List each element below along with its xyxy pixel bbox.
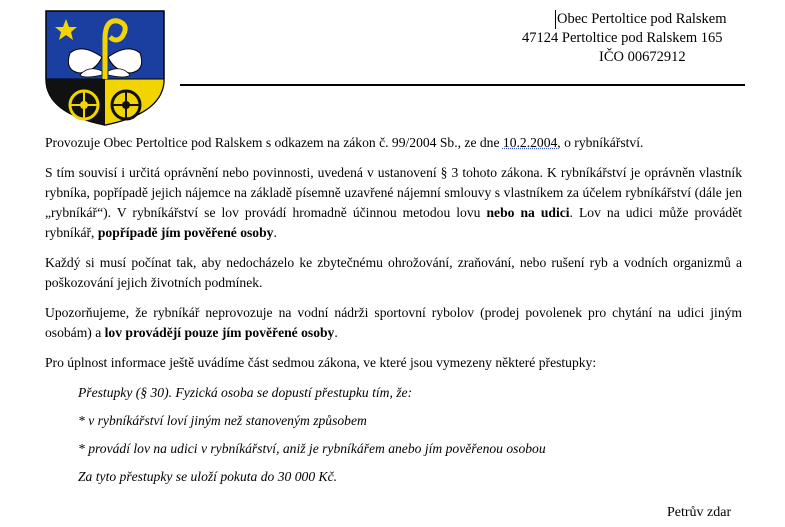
quote-line-4: Za tyto přestupky se uloží pokuta do 30 000 Kč. [78, 469, 338, 484]
paragraph-rights: S tím souvisí i určitá oprávnění nebo povinnosti, uvedená v ustanovení § 3 tohoto zákona. K rybníkářství je oprávněn vlastník rybníka, popřípadě jejich nájemce na základě písemně uzavřené nájemní smlouvy s vlastníkem za účelem rybníkářství (dále jen „rybníkář“). V rybníkářství se lov provádí hromadně účinnou metodou lovu nebo na udici. Lov na udici může provádět rybníkář, popřípadě jím pověřené osoby. [45, 165, 742, 240]
quote-line-2: * v rybníkářství loví jiným než stanoveným způsobem [78, 413, 367, 428]
header-address: 47124 Pertoltice pod Ralskem 165 [522, 30, 723, 46]
municipality-header [500, 10, 750, 67]
law-date: 10.2.2004 [502, 135, 558, 150]
coat-of-arms-icon [44, 9, 166, 127]
header-divider [180, 84, 745, 86]
paragraph-care: Každý si musí počínat tak, aby nedocházelo ke zbytečnému ohrožování, zraňování, nebo rušení ryb a vodních organizmů a poškozování jejich životních podmínek. [45, 255, 742, 290]
paragraph-intro: Provozuje Obec Pertoltice pod Ralskem s odkazem na zákon č. 99/2004 Sb., ze dne 10.2.2004, o rybníkářství. [45, 135, 644, 150]
paragraph-offences-intro: Pro úplnost informace ještě uvádíme část sedmou zákona, ve které jsou vymezeny některé přestupky: [45, 355, 597, 370]
document-body [45, 133, 742, 495]
header-name: Obec Pertoltice pod Ralskem [555, 10, 750, 29]
quote-line-1: Přestupky (§ 30). Fyzická osoba se dopustí přestupku tím, že: [78, 385, 413, 400]
header-ico: IČO 00672912 [599, 49, 686, 65]
signature: Petrův zdar [667, 505, 732, 520]
paragraph-notice: Upozorňujeme, že rybníkář neprovozuje na vodní nádrži sportovní rybolov (prodej povolenek pro chytání na udici jiným osobám) a lov provádějí pouze jím pověřené osoby. [45, 305, 742, 340]
quote-line-3: * provádí lov na udici v rybníkářství, aniž je rybníkářem anebo jím pověřenou osobou [78, 441, 546, 456]
